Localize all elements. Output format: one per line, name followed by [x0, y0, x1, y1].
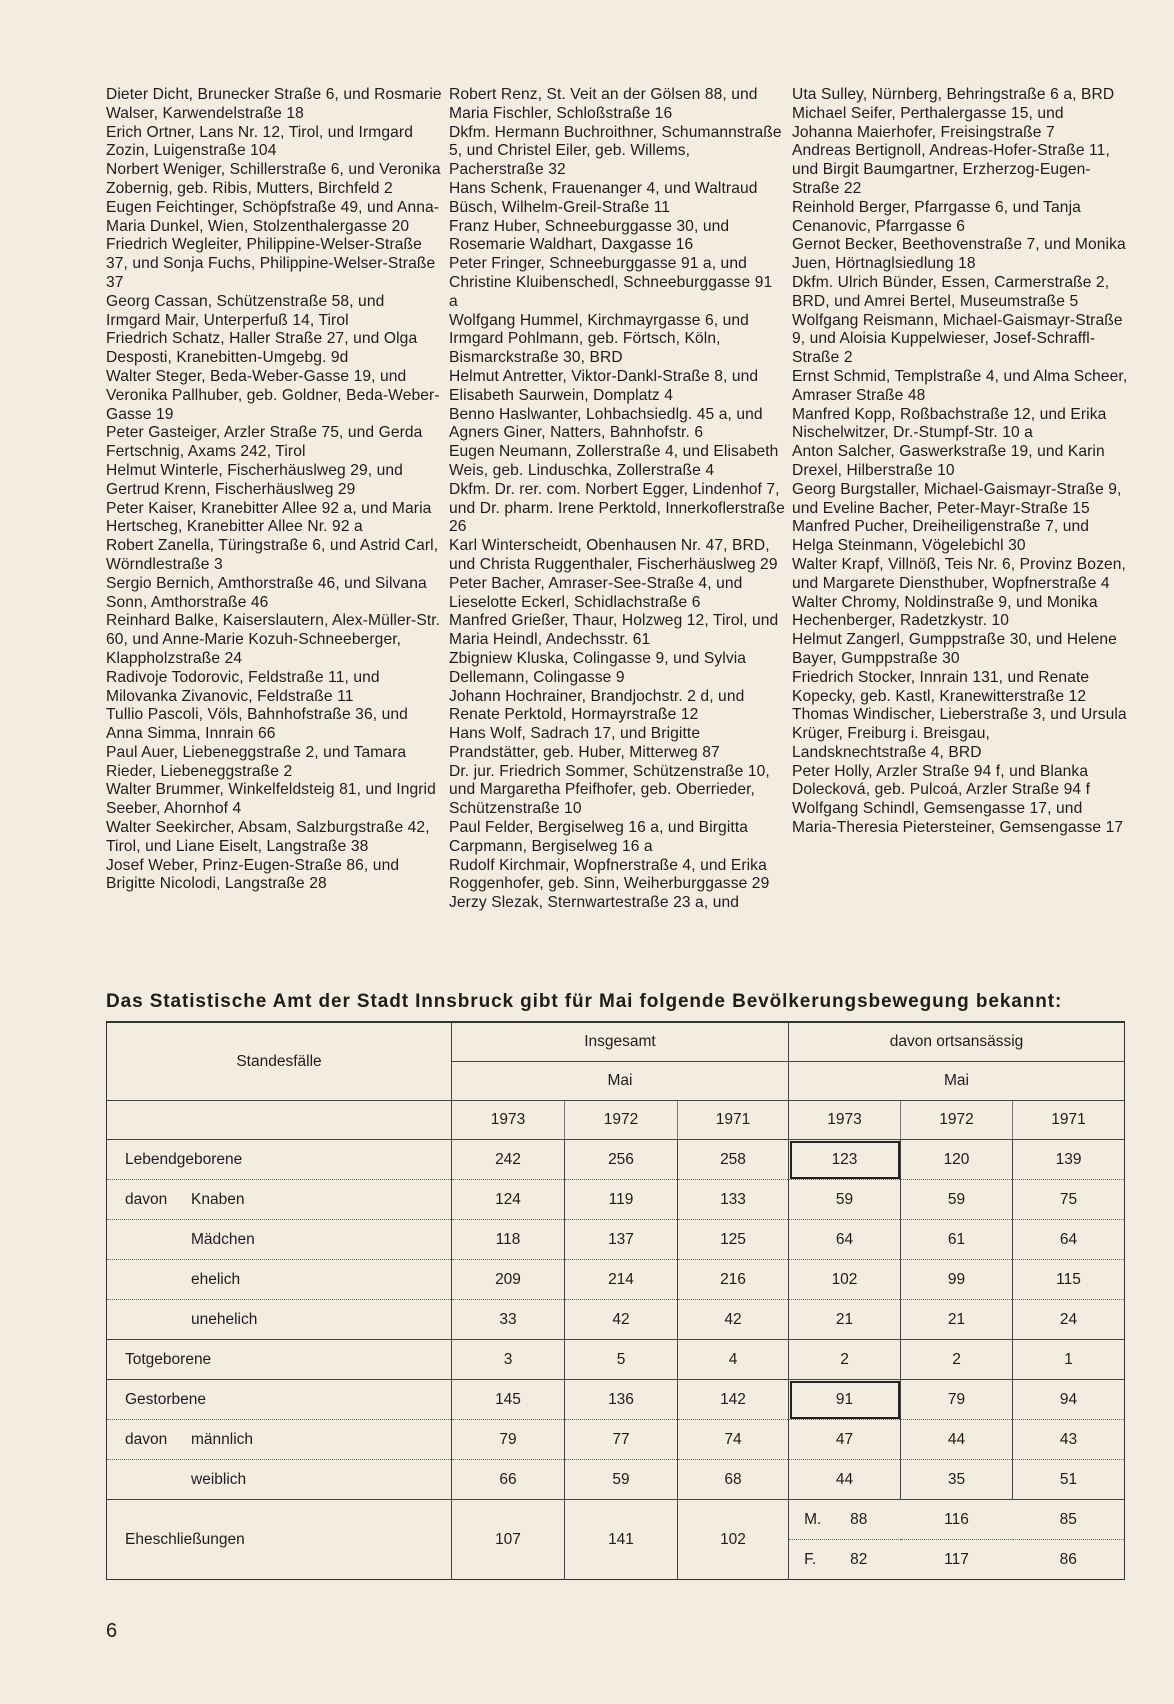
- row-label: Gestorbene: [107, 1380, 452, 1420]
- announcement-entry: Franz Huber, Schneeburggasse 30, und Rosemarie Waldhart, Daxgasse 16: [449, 217, 730, 254]
- announcement-entry: Benno Haslwanter, Lohbachsiedlg. 45 a, und Agners Giner, Natters, Bahnhofstr. 6: [449, 405, 763, 442]
- announcement-entry: Walter Steger, Beda-Weber-Gasse 19, und Veronika Pallhuber, geb. Goldner, Beda-Weber-Gasse 19: [106, 367, 440, 423]
- announcement-entry: Eugen Feichtinger, Schöpfstraße 49, und Anna-Maria Dunkel, Wien, Stolzenthalergasse 20: [106, 198, 440, 235]
- announcement-entry: Manfred Grießer, Thaur, Holzweg 12, Tirol, und Maria Heindl, Andechsstr. 61: [449, 612, 779, 649]
- table-cell: 102: [789, 1260, 901, 1300]
- table-cell: 142: [678, 1380, 789, 1420]
- table-cell: 59: [901, 1180, 1013, 1220]
- announcement-entry: Andreas Bertignoll, Andreas-Hofer-Straße 11, und Birgit Baumgartner, Erzherzog-Eugen-Straße 22: [792, 142, 1110, 197]
- announcement-entry: Helmut Winterle, Fischerhäuslweg 29, und Gertrud Krenn, Fischerhäuslweg 29: [106, 461, 403, 498]
- announcement-entry: Josef Weber, Prinz-Eugen-Straße 86, und Brigitte Nicolodi, Langstraße 28: [106, 856, 400, 893]
- table-cell: 258: [678, 1140, 789, 1180]
- announcement-entry: Friedrich Schatz, Haller Straße 27, und Olga Desposti, Kranebitten-Umgebg. 9d: [106, 330, 418, 367]
- page-number: 6: [106, 1620, 118, 1642]
- table-cell: 116: [901, 1500, 1013, 1540]
- row-gestorbene: [107, 1380, 1125, 1420]
- announcement-entry: Dkfm. Dr. rer. com. Norbert Egger, Lindenhof 7, und Dr. pharm. Irene Perktold, Innerkoflerstraße 26: [449, 480, 785, 536]
- header-standesfaelle: Standesfälle: [107, 1022, 452, 1101]
- table-cell: 107: [452, 1500, 565, 1580]
- row-label: Lebendgeborene: [107, 1140, 452, 1180]
- announcement-entry: Karl Winterscheidt, Obenhausen Nr. 47, BRD, und Christa Ruggenthaler, Fischerhäuslweg 29: [449, 537, 778, 573]
- header-month-ortsansaessig: Mai: [789, 1062, 1125, 1101]
- row-lebendgeborene: [107, 1140, 1125, 1180]
- table-cell: 33: [452, 1300, 565, 1340]
- announcement-entry: Paul Auer, Liebeneggstraße 2, und Tamara Rieder, Liebeneggstraße 2: [106, 743, 407, 780]
- table-cell: 214: [565, 1260, 678, 1300]
- header-month-insgesamt: Mai: [452, 1062, 789, 1101]
- f-value: 82: [850, 1550, 868, 1568]
- table-cell: 68: [678, 1460, 789, 1500]
- davon-label: davon: [125, 1430, 168, 1448]
- row-knaben: [107, 1180, 1125, 1220]
- row-label: Eheschließungen: [125, 1530, 245, 1548]
- table-cell: 119: [565, 1180, 678, 1220]
- announcement-entry: Tullio Pascoli, Völs, Bahnhofstraße 36, und Anna Simma, Innrain 66: [106, 706, 408, 743]
- table-cell: 35: [901, 1460, 1013, 1500]
- announcement-entry: Manfred Kopp, Roßbachstraße 12, und Erika Nischelwitzer, Dr.-Stumpf-Str. 10 a: [792, 405, 1107, 442]
- table-cell: 117: [944, 1550, 969, 1568]
- table-cell: 216: [678, 1260, 789, 1300]
- table-cell: 79: [901, 1380, 1013, 1420]
- table-cell: 21: [901, 1300, 1013, 1340]
- announcement-entry: Peter Kaiser, Kranebitter Allee 92 a, und Maria Hertscheg, Kranebitter Allee Nr. 92 a: [106, 499, 432, 536]
- row-label: [107, 1180, 452, 1220]
- table-cell: 44: [901, 1420, 1013, 1460]
- announcement-entry: Wolfgang Reismann, Michael-Gaismayr-Straße 9, und Aloisia Kuppelwieser, Josef-Schraffl-Straße 2: [792, 311, 1123, 367]
- table-cell: 79: [452, 1420, 565, 1460]
- davon-label: davon: [125, 1190, 168, 1208]
- year-header: 1972: [565, 1101, 678, 1140]
- m-value: 88: [850, 1510, 868, 1528]
- announcement-entry: Wolfgang Hummel, Kirchmayrgasse 6, und Irmgard Pohlmann, geb. Förtsch, Köln, Bismarckstraße 30, BRD: [449, 311, 749, 367]
- row-maennlich: [107, 1420, 1125, 1460]
- table-cell: 4: [678, 1340, 789, 1380]
- announcement-entry: Peter Gasteiger, Arzler Straße 75, und Gerda Fertschnig, Axams 242, Tirol: [106, 424, 423, 461]
- table-cell: 256: [565, 1140, 678, 1180]
- table-cell: 43: [1013, 1420, 1125, 1460]
- table-cell: 3: [452, 1340, 565, 1380]
- announcement-entry: Walter Brummer, Winkelfeldsteig 81, und Ingrid Seeber, Ahornhof 4: [106, 781, 436, 818]
- table-cell: 118: [452, 1220, 565, 1260]
- announcement-entry: Rudolf Kirchmair, Wopfnerstraße 4, und Erika Roggenhofer, geb. Sinn, Weiherburggasse 29: [449, 856, 770, 893]
- announcement-entry: Georg Cassan, Schützenstraße 58, und Irmgard Mair, Unterperfuß 14, Tirol: [106, 292, 385, 329]
- maennlich-label: männlich: [191, 1430, 254, 1448]
- marriage-announcements: [106, 86, 1128, 971]
- announcement-entry: Helmut Zangerl, Gumppstraße 30, und Helene Bayer, Gumppstraße 30: [792, 631, 1117, 667]
- announcement-entry: Hans Wolf, Sadrach 17, und Brigitte Prandstätter, geb. Huber, Mitterweg 87: [449, 725, 720, 761]
- header-ortsansaessig: davon ortsansässig: [789, 1022, 1125, 1062]
- announcement-entry: Walter Chromy, Noldinstraße 9, und Monika Hechenberger, Radetzkystr. 10: [792, 593, 1098, 630]
- table-cell-f: [789, 1540, 901, 1580]
- header-insgesamt: Insgesamt: [452, 1022, 789, 1062]
- table-cell: 137: [565, 1220, 678, 1260]
- table-cell: 74: [678, 1420, 789, 1460]
- announcement-entry: Eugen Neumann, Zollerstraße 4, und Elisabeth Weis, geb. Linduschka, Zollerstraße 4: [449, 443, 779, 479]
- announcement-entry: Hans Schenk, Frauenanger 4, und Waltraud Büsch, Wilhelm-Greil-Straße 11: [449, 179, 758, 216]
- row-label: unehelich: [191, 1310, 258, 1328]
- announcement-entry: Walter Krapf, Villnöß, Teis Nr. 6, Provinz Bozen, und Margarete Diensthuber, Wopfnerstraße 4: [792, 555, 1126, 592]
- announcement-entry: Radivoje Todorovic, Feldstraße 11, und Milovanka Zivanovic, Feldstraße 11: [106, 668, 380, 705]
- table-cell: 42: [678, 1300, 789, 1340]
- row-eheschliessungen-m: [107, 1500, 1125, 1540]
- table-cell: 115: [1013, 1260, 1125, 1300]
- table-cell: 64: [1013, 1220, 1125, 1260]
- announcement-entry: Peter Bacher, Amraser-See-Straße 4, und Lieselotte Eckerl, Schidlachstraße 6: [449, 574, 743, 611]
- announcement-entry: Friedrich Wegleiter, Philippine-Welser-Straße 37, und Sonja Fuchs, Philippine-Welser-Straße 37: [106, 236, 436, 291]
- announcement-entry: Dr. jur. Friedrich Sommer, Schützenstraße 10, und Margaretha Pfeifhofer, geb. Oberrieder, Schützenstraße 10: [449, 762, 770, 818]
- announcement-entry: Peter Holly, Arzler Straße 94 f, und Blanka Dolecková, geb. Pulcoá, Arzler Straße 94 f: [792, 762, 1091, 799]
- table-cell: 86: [1059, 1550, 1077, 1568]
- announcement-entry: Sergio Bernich, Amthorstraße 46, und Silvana Sonn, Amthorstraße 46: [106, 574, 427, 611]
- row-totgeborene: [107, 1340, 1125, 1380]
- row-label: weiblich: [191, 1470, 247, 1488]
- table-cell: 24: [1013, 1300, 1125, 1340]
- table-cell: 61: [901, 1220, 1013, 1260]
- table-cell: 2: [901, 1340, 1013, 1380]
- row-label: Mädchen: [107, 1220, 452, 1260]
- announcement-entry: Thomas Windischer, Lieberstraße 3, und Ursula Krüger, Freiburg i. Breisgau, Landsknechtstraße 4, BRD: [792, 706, 1127, 761]
- year-header: 1972: [901, 1101, 1013, 1140]
- announcement-entry: Zbigniew Kluska, Colingasse 9, und Sylvia Dellemann, Colingasse 9: [449, 649, 747, 686]
- table-cell: 5: [565, 1340, 678, 1380]
- announcement-entry: Georg Burgstaller, Michael-Gaismayr-Straße 9, und Eveline Bacher, Peter-Mayr-Straße 15: [792, 480, 1122, 517]
- announcement-entry: Friedrich Stocker, Innrain 131, und Renate Kopecky, geb. Kastl, Kranewitterstraße 12: [792, 668, 1090, 705]
- row-weiblich: [107, 1460, 1125, 1500]
- table-cell: 99: [901, 1260, 1013, 1300]
- text-column-1: [106, 86, 442, 971]
- announcement-entry: Dkfm. Ulrich Bünder, Essen, Carmerstraße 2, BRD, und Amrei Bertel, Museumstraße 5: [792, 273, 1110, 310]
- table-cell: 133: [678, 1180, 789, 1220]
- table-cell: 85: [1013, 1500, 1125, 1540]
- announcement-entry: Johann Hochrainer, Brandjochstr. 2 d, und Renate Perktold, Hormayrstraße 12: [449, 687, 745, 724]
- table-cell: 139: [1013, 1140, 1125, 1180]
- table-cell: 209: [452, 1260, 565, 1300]
- year-header: 1971: [1013, 1101, 1125, 1140]
- announcement-entry: Paul Felder, Bergiselweg 16 a, und Birgitta Carpmann, Bergiselweg 16 a: [449, 819, 749, 855]
- row-unehelich: [107, 1300, 1125, 1340]
- table-cell: 102: [678, 1500, 789, 1580]
- announcement-entry: Reinhard Balke, Kaiserslautern, Alex-Müller-Str. 60, und Anne-Marie Kozuh-Schneeberger, Klappholzstraße 24: [106, 612, 441, 667]
- table-cell: 120: [901, 1140, 1013, 1180]
- announcement-entry: Ernst Schmid, Templstraße 4, und Alma Scheer, Amraser Straße 48: [792, 367, 1128, 404]
- announcement-entry: Norbert Weniger, Schillerstraße 6, und Veronika Zobernig, geb. Ribis, Mutters, Birchfeld 2: [106, 161, 441, 197]
- table-cell: 145: [452, 1380, 565, 1420]
- announcement-entry: Wolfgang Schindl, Gemsengasse 17, und Maria-Theresia Pietersteiner, Gemsengasse 17: [792, 800, 1124, 837]
- f-label: F.: [804, 1550, 817, 1568]
- text-column-3: [792, 86, 1128, 971]
- row-ehelich: [107, 1260, 1125, 1300]
- table-cell: 242: [452, 1140, 565, 1180]
- table-cell-highlighted: 91: [789, 1380, 901, 1420]
- table-cell: 1: [1013, 1340, 1125, 1380]
- m-label: M.: [804, 1510, 822, 1528]
- announcement-entry: Dkfm. Hermann Buchroithner, Schumannstraße 5, und Christel Eiler, geb. Willems, Pacherstraße 32: [449, 123, 782, 179]
- table-cell: 42: [565, 1300, 678, 1340]
- table-cell: 44: [789, 1460, 901, 1500]
- table-cell: 47: [789, 1420, 901, 1460]
- table-cell: 21: [789, 1300, 901, 1340]
- table-cell: 59: [789, 1180, 901, 1220]
- table-cell: 94: [1013, 1380, 1125, 1420]
- table-cell: 77: [565, 1420, 678, 1460]
- table-cell-highlighted: 123: [789, 1140, 901, 1180]
- statistics-heading: Das Statistische Amt der Stadt Innsbruck gibt für Mai folgende Bevölkerungsbewegung bekannt:: [106, 991, 1063, 1012]
- row-label: [107, 1420, 452, 1460]
- year-header: 1973: [789, 1101, 901, 1140]
- announcement-entry: Reinhold Berger, Pfarrgasse 6, und Tanja Cenanovic, Pfarrgasse 6: [792, 198, 1081, 235]
- announcement-entry: Helmut Antretter, Viktor-Dankl-Straße 8, und Elisabeth Saurwein, Domplatz 4: [449, 367, 759, 404]
- year-header: 1973: [452, 1101, 565, 1140]
- table-cell-m: [789, 1500, 901, 1540]
- announcement-entry: Manfred Pucher, Dreiheiligenstraße 7, und Helga Steinmann, Vögelebichl 30: [792, 518, 1090, 555]
- announcement-entry: Walter Seekircher, Absam, Salzburgstraße 42, Tirol, und Liane Eiselt, Langstraße 38: [106, 819, 430, 855]
- header-blank: [107, 1101, 452, 1140]
- announcement-entry: Anton Salcher, Gaswerkstraße 19, und Karin Drexel, Hilberstraße 10: [792, 443, 1105, 479]
- announcement-entry: Michael Seifer, Perthalergasse 15, und Johanna Maierhofer, Freisingstraße 7: [792, 104, 1064, 141]
- table-cell: 51: [1013, 1460, 1125, 1500]
- table-cell: 136: [565, 1380, 678, 1420]
- table-cell: 75: [1013, 1180, 1125, 1220]
- announcement-entry: Robert Zanella, Türingstraße 6, und Astrid Carl, Wörndlestraße 3: [106, 537, 439, 573]
- row-maedchen: [107, 1220, 1125, 1260]
- announcement-entry: Peter Fringer, Schneeburggasse 91 a, und Christine Kluibenschedl, Schneeburggasse 91 a: [449, 255, 773, 310]
- announcement-entry: Jerzy Slezak, Sternwartestraße 23 a, und: [449, 894, 740, 912]
- row-label: Totgeborene: [125, 1350, 212, 1368]
- year-header: 1971: [678, 1101, 789, 1140]
- population-statistics-table: [106, 1021, 1125, 1580]
- announcement-entry: Robert Renz, St. Veit an der Gölsen 88, und Maria Fischler, Schloßstraße 16: [449, 86, 758, 122]
- text-column-2: [449, 86, 785, 971]
- knaben-label: Knaben: [191, 1190, 245, 1208]
- announcement-entry: Dieter Dicht, Brunecker Straße 6, und Rosmarie Walser, Karwendelstraße 18: [106, 86, 442, 122]
- table-cell: 59: [565, 1460, 678, 1500]
- row-label: ehelich: [107, 1260, 452, 1300]
- table-cell: 64: [789, 1220, 901, 1260]
- table-cell: 125: [678, 1220, 789, 1260]
- table-cell: 141: [565, 1500, 678, 1580]
- announcement-entry: Gernot Becker, Beethovenstraße 7, und Monika Juen, Hörtnaglsiedlung 18: [792, 236, 1126, 273]
- table-cell: 2: [789, 1340, 901, 1380]
- table-cell: 66: [452, 1460, 565, 1500]
- announcement-entry: Erich Ortner, Lans Nr. 12, Tirol, und Irmgard Zozin, Luigenstraße 104: [106, 123, 413, 160]
- table-cell: 124: [452, 1180, 565, 1220]
- announcement-entry: Uta Sulley, Nürnberg, Behringstraße 6 a, BRD: [792, 86, 1115, 103]
